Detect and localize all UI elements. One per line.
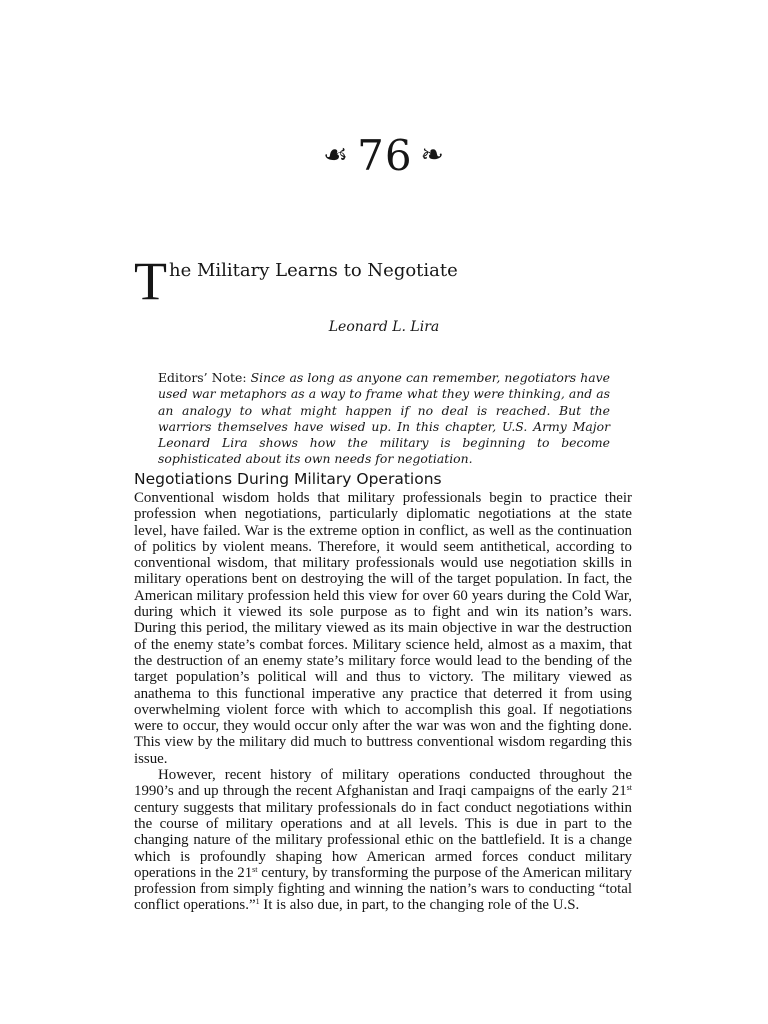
editors-note-text: Since as long as anyone can remember, negotiators have used war metaphors as a way to frame what they were thinking, and as an analogy to what might happen if no deal is reached. But the warriors themselves have wised up. In this chapter, U.S. Army Major Leonard Lira shows how the military is beginning to become sophisticated about its own needs for negotiation. xyxy=(158,370,611,467)
chapter-title xyxy=(134,251,654,311)
title-text: he Military Learns to Negotiate xyxy=(169,260,458,281)
paragraph-2-part-a: However, recent history of military operations conducted throughout the 1990’s and up through the recent Afghanistan and Iraqi campaigns of the early 21 xyxy=(134,767,632,800)
ornament-left-icon: ☙ xyxy=(322,138,350,171)
superscript-st-1: st xyxy=(626,783,632,793)
author-name: Leonard L. Lira xyxy=(328,319,440,335)
editors-note-label: Editors’ Note: xyxy=(158,370,247,385)
title-drop-cap: T xyxy=(134,251,167,311)
superscript-st-2: st xyxy=(252,864,258,874)
paragraph-2-part-c: century, by transforming the purpose of the American military profession from simply fighting and winning the nation’s wars to conducting “total conflict operations.” xyxy=(134,864,632,914)
chapter-number-value: 76 xyxy=(357,131,413,180)
editors-note xyxy=(158,370,610,468)
section-heading: Negotiations During Military Operations xyxy=(134,470,442,488)
paragraph-2 xyxy=(134,767,632,914)
paragraph-2-part-d: It is also due, in part, to the changing role of the U.S. xyxy=(259,897,580,914)
footnote-marker[interactable]: 1 xyxy=(255,897,260,907)
chapter-number xyxy=(0,130,768,181)
paragraph-1: Conventional wisdom holds that military professionals begin to practice their profession when negotiations, particularly diplomatic negotiations at the state level, have failed. War is the extreme option in conflict, as well as the continuation of politics by violent means. Therefore, it would seem antithetical, according to conventional wisdom, that military professionals would use negotiation skills in military operations bent on destroying the will of the target population. In fact, the American military profession held this view for over 60 years during the Cold War, during which it viewed its sole purpose as to fight and win its nation’s wars. During this period, the military viewed as its main objective in war the destruction of the enemy state’s combat forces. Military science held, almost as a maxim, that the destruction of an enemy state’s military force would lead to the bending of the target population’s political will and thus to victory. The military viewed as anathema to this functional imperative any practice that deterred it from using overwhelming violent force with which to accomplish this goal. If negotiations were to occur, they would occur only after the war was won and the fighting done. This view by the military did much to buttress conventional wisdom regarding this issue. xyxy=(134,490,632,767)
body-text xyxy=(134,490,632,914)
ornament-right-icon: ❧ xyxy=(420,138,446,171)
paragraph-2-part-b: century suggests that military professionals do in fact conduct negotiations within the course of military operations and at all levels. This is due in part to the changing nature of the military professional ethic on the battlefield. It is a change which is profoundly shaping how American armed forces conduct military operations in the 21 xyxy=(134,799,632,881)
